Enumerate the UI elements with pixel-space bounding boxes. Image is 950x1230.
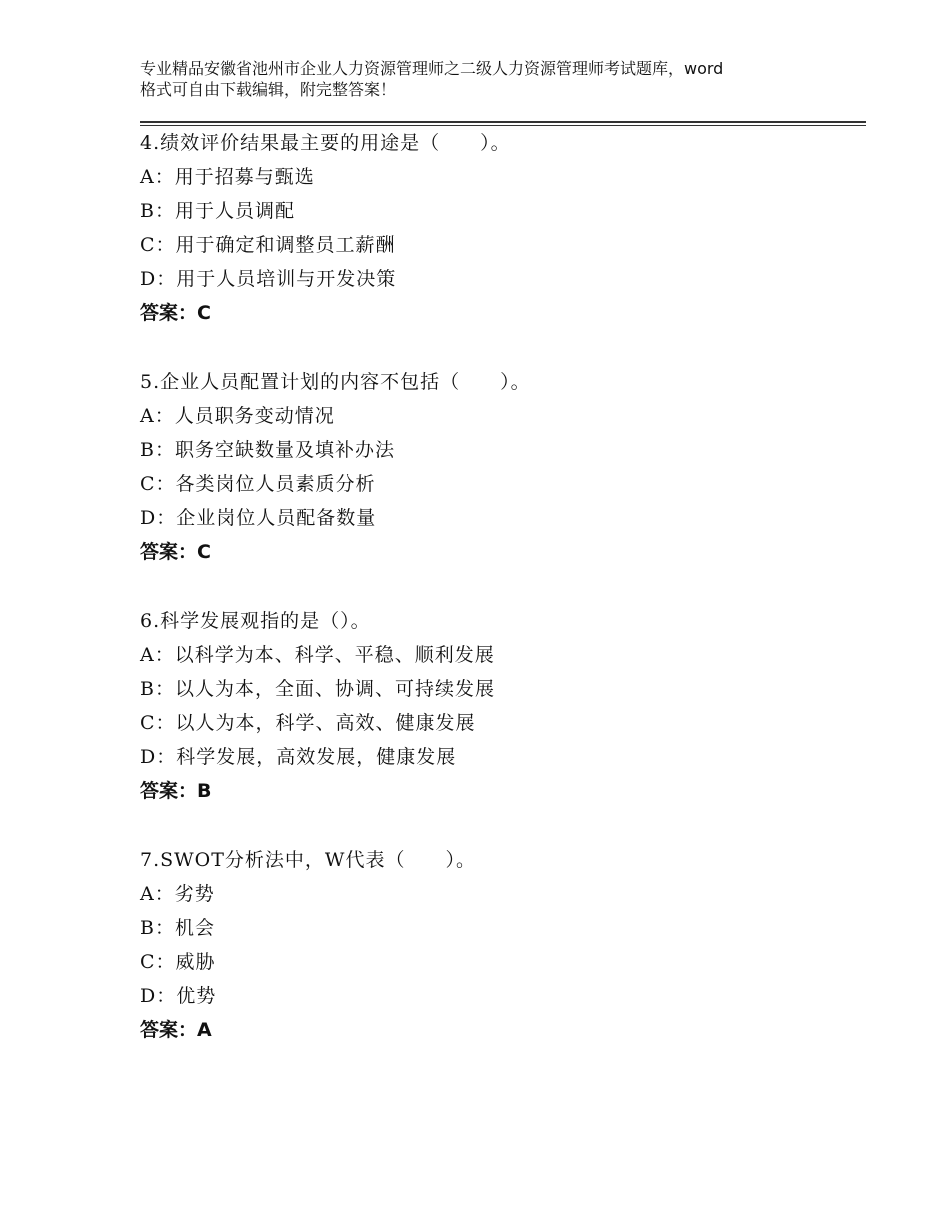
option-a: A：劣势 xyxy=(140,883,215,905)
question-stem: 7.SWOT分析法中，W代表（ ）。 xyxy=(140,849,476,871)
question-stem: 4.绩效评价结果最主要的用途是（ ）。 xyxy=(140,132,511,154)
option-d: D：用于人员培训与开发决策 xyxy=(140,268,397,290)
option-d: D：企业岗位人员配备数量 xyxy=(140,507,377,529)
option-c: C：各类岗位人员素质分析 xyxy=(140,473,376,495)
option-d: D：科学发展，高效发展，健康发展 xyxy=(140,746,457,768)
document-header xyxy=(140,58,830,100)
header-line-2: 格式可自由下载编辑，附完整答案！ xyxy=(140,80,397,99)
question-stem: 5.企业人员配置计划的内容不包括（ ）。 xyxy=(140,371,531,393)
option-c: C：威胁 xyxy=(140,951,216,973)
question-4 xyxy=(140,126,840,330)
option-d: D：优势 xyxy=(140,985,217,1007)
option-c: C：以人为本，科学、高效、健康发展 xyxy=(140,712,476,734)
option-a: A：人员职务变动情况 xyxy=(140,405,335,427)
answer: 答案：A xyxy=(140,1019,212,1041)
option-a: A：以科学为本、科学、平稳、顺利发展 xyxy=(140,644,495,666)
header-divider-thick xyxy=(140,121,866,123)
answer: 答案：C xyxy=(140,541,211,563)
answer: 答案：C xyxy=(140,302,211,324)
answer: 答案：B xyxy=(140,780,212,802)
question-list xyxy=(140,126,840,1047)
option-a: A：用于招募与甄选 xyxy=(140,166,315,188)
question-6 xyxy=(140,604,840,808)
header-line-1: 专业精品安徽省池州市企业人力资源管理师之二级人力资源管理师考试题库，word xyxy=(140,59,724,78)
option-b: B：以人为本，全面、协调、可持续发展 xyxy=(140,678,495,700)
question-7 xyxy=(140,843,840,1047)
option-b: B：职务空缺数量及填补办法 xyxy=(140,439,395,461)
option-c: C：用于确定和调整员工薪酬 xyxy=(140,234,396,256)
question-stem: 6.科学发展观指的是（）。 xyxy=(140,610,371,632)
question-5 xyxy=(140,365,840,569)
option-b: B：用于人员调配 xyxy=(140,200,295,222)
option-b: B：机会 xyxy=(140,917,215,939)
